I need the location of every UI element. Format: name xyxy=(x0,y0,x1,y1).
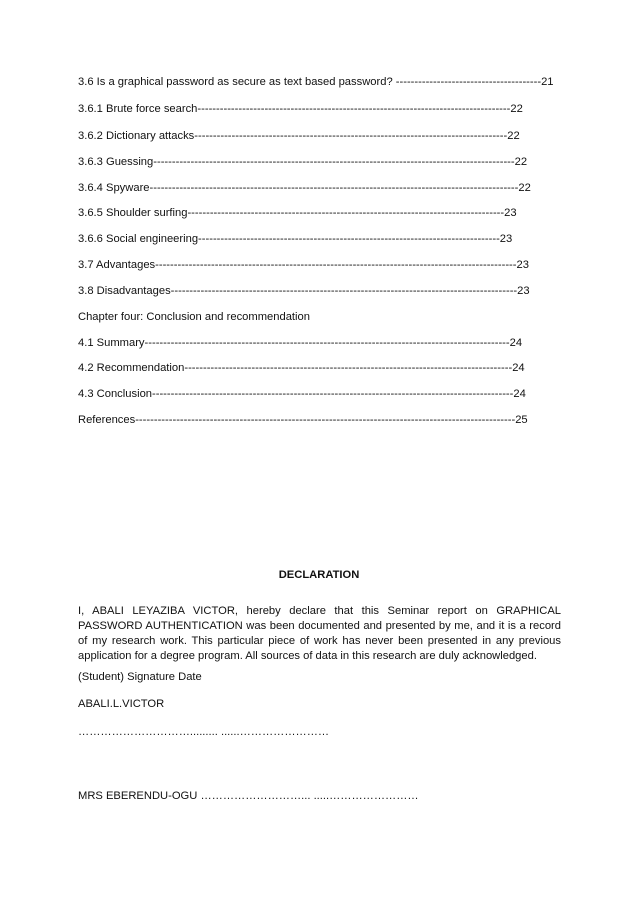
toc-entry: 4.2 Recommendation----------------------------------------------------------------------------------------24 xyxy=(78,362,525,374)
signature-label: (Student) Signature Date xyxy=(78,671,202,683)
toc-entry: 3.8 Disadvantages---------------------------------------------------------------------------------------------23 xyxy=(78,285,530,297)
student-name: ABALI.L.VICTOR xyxy=(78,698,165,710)
declaration-heading: DECLARATION xyxy=(278,569,360,581)
toc-chapter-heading: Chapter four: Conclusion and recommendation xyxy=(78,311,310,323)
toc-entry: 3.6.1 Brute force search------------------------------------------------------------------------------------22 xyxy=(78,103,523,115)
toc-entry: 4.1 Summary--------------------------------------------------------------------------------------------------24 xyxy=(78,337,523,349)
toc-entry: 3.6.5 Shoulder surfing-------------------------------------------------------------------------------------23 xyxy=(78,207,517,219)
toc-entry: 3.6.4 Spyware---------------------------------------------------------------------------------------------------22 xyxy=(78,182,531,194)
supervisor-signature-line: MRS EBERENDU-OGU ………………………... .....…………………… xyxy=(78,790,419,802)
toc-entry: 3.7 Advantages-------------------------------------------------------------------------------------------------23 xyxy=(78,259,529,271)
declaration-body: I, ABALI LEYAZIBA VICTOR, hereby declare that this Seminar report on GRAPHICAL PASSWORD AUTHENTICATION was been documented and presented by me, and it is a record of my research work. This particular piece of work has never been presented in any previous application for a degree program. All sources of data in this research are duly acknowledged. xyxy=(78,605,561,662)
toc-entry: 3.6.6 Social engineering---------------------------------------------------------------------------------23 xyxy=(78,233,513,245)
toc-entry: 3.6 Is a graphical password as secure as text based password? ---------------------------------------21 xyxy=(78,76,554,88)
toc-entry: 4.3 Conclusion-------------------------------------------------------------------------------------------------24 xyxy=(78,388,526,400)
student-signature-line: …………………………......... ......…………………… xyxy=(78,726,330,738)
toc-entry: References------------------------------------------------------------------------------------------------------25 xyxy=(78,414,528,426)
toc-entry: 3.6.3 Guessing-------------------------------------------------------------------------------------------------22 xyxy=(78,156,528,168)
toc-entry: 3.6.2 Dictionary attacks------------------------------------------------------------------------------------22 xyxy=(78,130,520,142)
